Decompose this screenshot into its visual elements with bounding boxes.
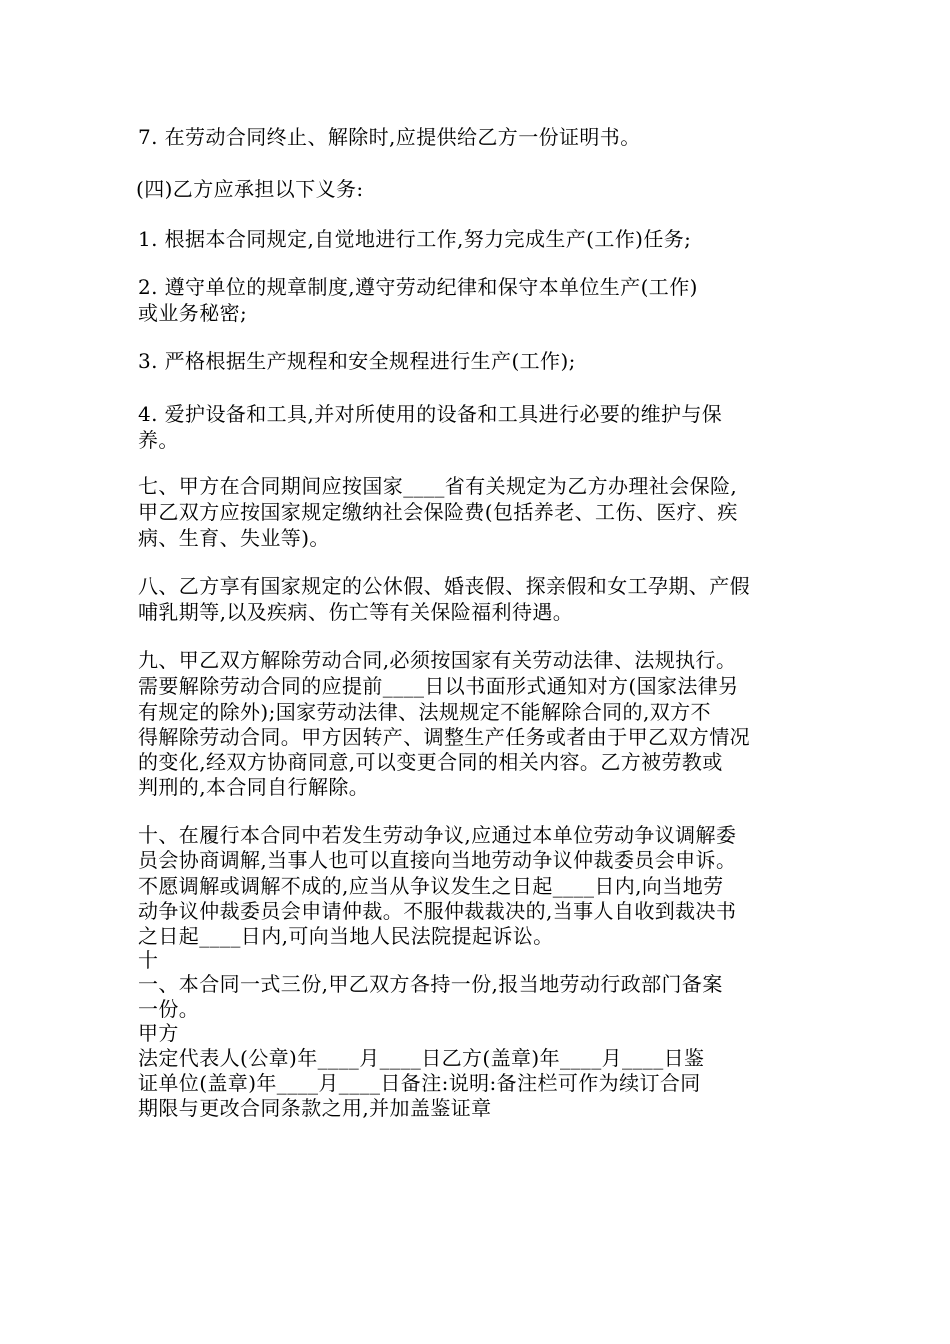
text-line: 养。 bbox=[138, 428, 179, 452]
text-line: 十 bbox=[138, 948, 159, 972]
document-page bbox=[138, 0, 814, 1344]
text-line: 证单位(盖章)年____月____日备注:说明:备注栏可作为续订合同 bbox=[138, 1071, 701, 1095]
text-line: 一、本合同一式三份,甲乙双方各持一份,报当地劳动行政部门备案 bbox=[138, 972, 723, 996]
text-line: 法定代表人(公章)年____月____日乙方(盖章)年____月____日鉴 bbox=[138, 1046, 705, 1070]
text-line: 九、甲乙双方解除劳动合同,必须按国家有关劳动法律、法规执行。 bbox=[138, 648, 737, 672]
text-line: 一份。 bbox=[138, 997, 200, 1021]
text-line: 的变化,经双方协商同意,可以变更合同的相关内容。乙方被劳教或 bbox=[138, 750, 723, 774]
section-heading: (四)乙方应承担以下义务: bbox=[136, 177, 364, 201]
text-line: 7. 在劳动合同终止、解除时,应提供给乙方一份证明书。 bbox=[138, 125, 641, 149]
text-line: 4. 爱护设备和工具,并对所使用的设备和工具进行必要的维护与保 bbox=[138, 402, 723, 426]
text-line: 八、乙方享有国家规定的公休假、婚丧假、探亲假和女工孕期、产假 bbox=[138, 574, 750, 598]
text-line: 期限与更改合同条款之用,并加盖鉴证章 bbox=[138, 1096, 492, 1120]
text-line: 得解除劳动合同。甲方因转产、调整生产任务或者由于甲乙双方情况 bbox=[138, 725, 750, 749]
text-line: 动争议仲裁委员会申请仲裁。不服仲裁裁决的,当事人自收到裁决书 bbox=[138, 899, 737, 923]
text-line: 2. 遵守单位的规章制度,遵守劳动纪律和保守本单位生产(工作) bbox=[138, 275, 698, 299]
text-line: 有规定的除外);国家劳动法律、法规规定不能解除合同的,双方不 bbox=[138, 700, 711, 724]
text-line: 甲乙双方应按国家规定缴纳社会保险费(包括养老、工伤、医疗、疾 bbox=[138, 500, 738, 524]
text-line: 员会协商调解,当事人也可以直接向当地劳动争议仲裁委员会申诉。 bbox=[138, 848, 737, 872]
text-line: 之日起____日内,可向当地人民法院提起诉讼。 bbox=[138, 924, 554, 948]
text-line: 十、在履行本合同中若发生劳动争议,应通过本单位劳动争议调解委 bbox=[138, 823, 737, 847]
text-line: 七、甲方在合同期间应按国家____省有关规定为乙方办理社会保险, bbox=[138, 474, 738, 498]
text-line: 甲方 bbox=[138, 1021, 179, 1045]
text-line: 或业务秘密; bbox=[138, 301, 248, 325]
text-line: 病、生育、失业等)。 bbox=[138, 526, 330, 550]
text-line: 3. 严格根据生产规程和安全规程进行生产(工作); bbox=[138, 349, 576, 373]
text-line: 1. 根据本合同规定,自觉地进行工作,努力完成生产(工作)任务; bbox=[138, 227, 692, 251]
text-line: 不愿调解或调解不成的,应当从争议发生之日起____日内,向当地劳 bbox=[138, 874, 724, 898]
text-line: 需要解除劳动合同的应提前____日以书面形式通知对方(国家法律另 bbox=[138, 674, 739, 698]
text-line: 判刑的,本合同自行解除。 bbox=[138, 775, 370, 799]
text-line: 哺乳期等,以及疾病、伤亡等有关保险福利待遇。 bbox=[138, 600, 574, 624]
